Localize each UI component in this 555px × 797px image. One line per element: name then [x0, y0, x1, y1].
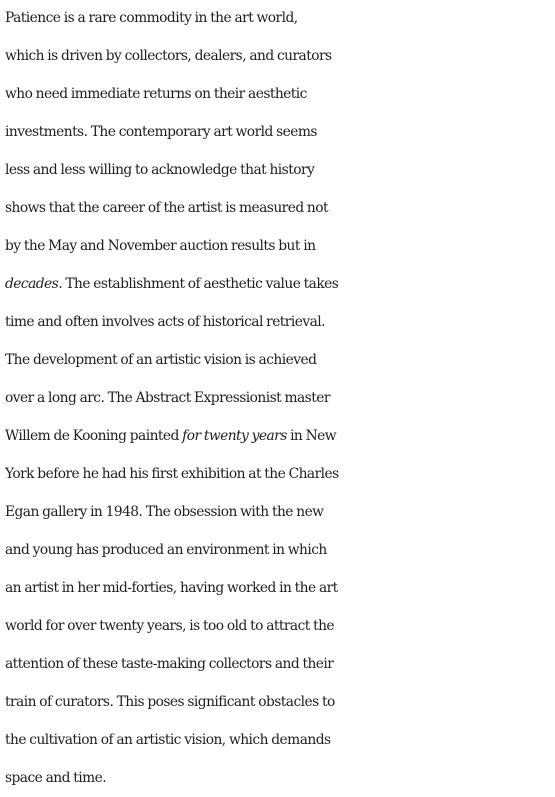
paragraph-line: train of curators. This poses significant obstacles to	[5, 694, 335, 710]
line-text: . The establishment of aesthetic value takes	[58, 276, 339, 292]
paragraph-line: Egan gallery in 1948. The obsession with the new	[5, 504, 324, 520]
emphasis-decades: decades	[5, 276, 59, 292]
paragraph-line: attention of these taste-making collectors and their	[5, 656, 334, 672]
emphasis-for-twenty-years: for twenty years	[182, 428, 287, 444]
paragraph-line: time and often involves acts of historical retrieval.	[5, 314, 325, 330]
paragraph-line	[5, 265, 555, 303]
paragraph-line: the cultivation of an artistic vision, which demands	[5, 732, 331, 748]
paragraph-line: The development of an artistic vision is achieved	[5, 352, 317, 368]
paragraph-line: investments. The contemporary art world seems	[5, 124, 317, 140]
paragraph-line: over a long arc. The Abstract Expressionist master	[5, 390, 330, 406]
line-text: Willem de Kooning painted	[5, 428, 183, 444]
paragraph-line: and young has produced an environment in which	[5, 542, 327, 558]
paragraph-line: world for over twenty years, is too old to attract the	[5, 618, 335, 634]
paragraph-line: space and time.	[5, 770, 107, 786]
paragraph-line: who need immediate returns on their aesthetic	[5, 86, 307, 102]
paragraph-line: by the May and November auction results but in	[5, 238, 316, 254]
paragraph-line	[5, 417, 555, 455]
line-text: in New	[286, 428, 337, 444]
paragraph-line: less and less willing to acknowledge that history	[5, 162, 315, 178]
paragraph-line: York before he had his first exhibition at the Charles	[5, 466, 339, 482]
paragraph-line: Patience is a rare commodity in the art world,	[5, 10, 298, 26]
paragraph-line: shows that the career of the artist is measured not	[5, 200, 329, 216]
paragraph-line: an artist in her mid-forties, having worked in the art	[5, 580, 338, 596]
article-paragraph	[5, 0, 555, 797]
paragraph-line: which is driven by collectors, dealers, and curators	[5, 48, 332, 64]
